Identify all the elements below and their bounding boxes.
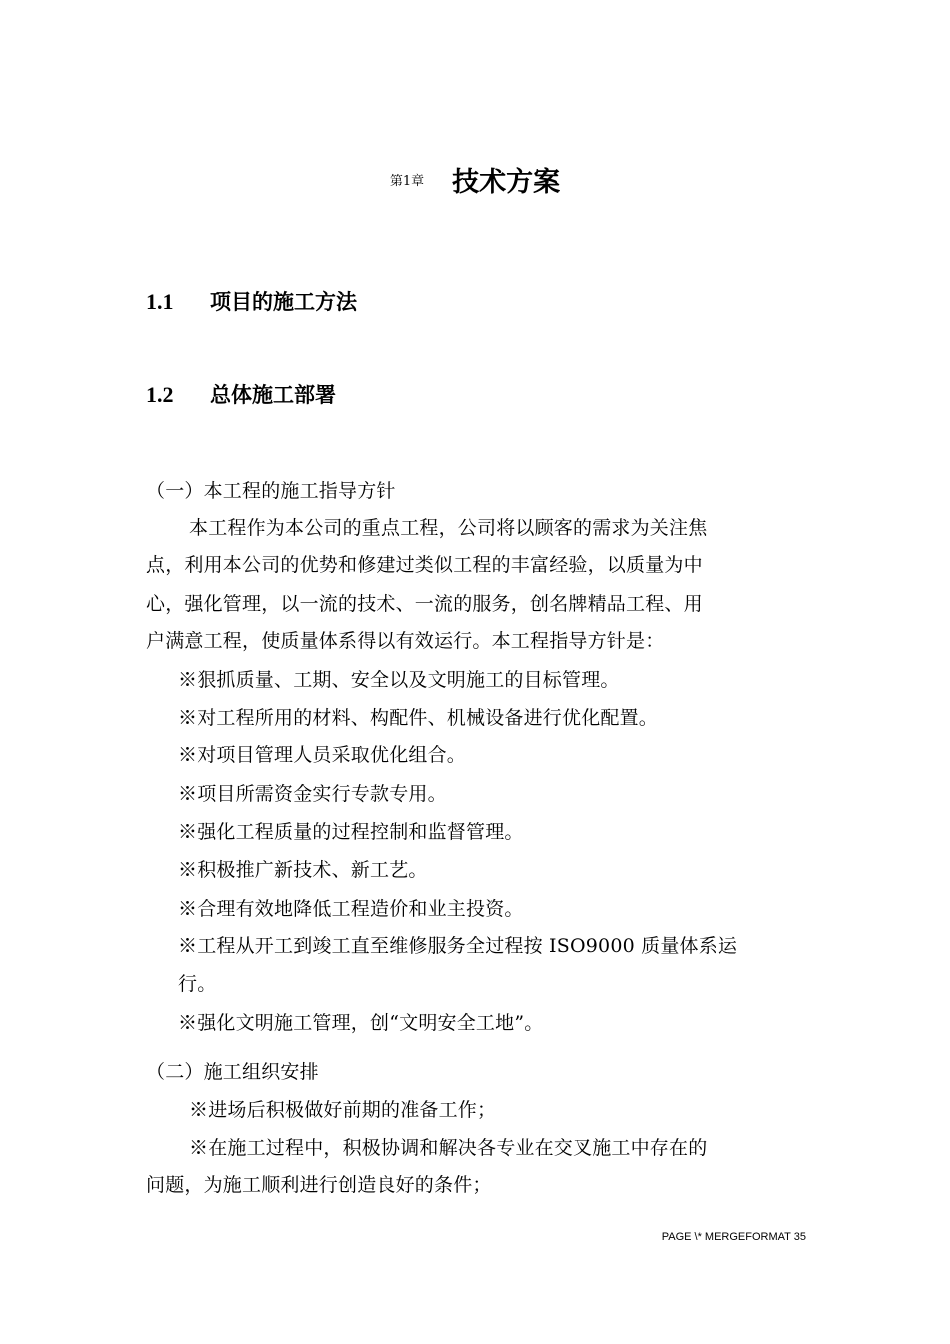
bullet-item: ※对项目管理人员采取优化组合。 [178,744,467,766]
subheading-guiding-principles: （一）本工程的施工指导方针 [146,480,396,502]
paragraph-line: ※在施工过程中，积极协调和解决各专业在交叉施工中存在的 [189,1137,708,1159]
bullet-item: ※项目所需资金实行专款专用。 [178,783,447,805]
section-heading-1-1 [146,286,357,316]
bullet-item: ※合理有效地降低工程造价和业主投资。 [178,898,524,920]
paragraph-line: 户满意工程，使质量体系得以有效运行。本工程指导方针是： [146,630,665,652]
section-number: 1.1 [146,289,174,314]
bullet-item: ※对工程所用的材料、构配件、机械设备进行优化配置。 [178,707,659,729]
chapter-title: 技术方案 [452,167,561,198]
paragraph-line: 心，强化管理，以一流的技术、一流的服务，创名牌精品工程、用 [146,593,703,615]
section-number: 1.2 [146,382,174,407]
section-heading-1-2 [146,379,336,409]
paragraph-line: ※进场后积极做好前期的准备工作； [189,1099,497,1121]
subheading-organization: （二）施工组织安排 [146,1061,319,1083]
section-title: 项目的施工方法 [210,290,357,314]
chapter-number: 第1章 [389,174,425,189]
bullet-item: ※强化工程质量的过程控制和监督管理。 [178,821,524,843]
paragraph-line: 本工程作为本公司的重点工程，公司将以顾客的需求为关注焦 [189,517,708,539]
bullet-item: ※工程从开工到竣工直至维修服务全过程按 ISO9000 质量体系运 [178,935,738,957]
bullet-item-continuation: 行。 [178,973,217,995]
bullet-item: ※积极推广新技术、新工艺。 [178,859,428,881]
paragraph-line: 点，利用本公司的优势和修建过类似工程的丰富经验，以质量为中 [146,554,703,576]
bullet-item: ※狠抓质量、工期、安全以及文明施工的目标管理。 [178,669,620,691]
paragraph-line: 问题，为施工顺利进行创造良好的条件； [146,1174,492,1196]
chapter-heading [0,160,950,199]
page-footer: PAGE \* MERGEFORMAT 35 [661,1231,806,1243]
bullet-item: ※强化文明施工管理，创“文明安全工地”。 [178,1012,544,1034]
section-title: 总体施工部署 [210,383,336,407]
